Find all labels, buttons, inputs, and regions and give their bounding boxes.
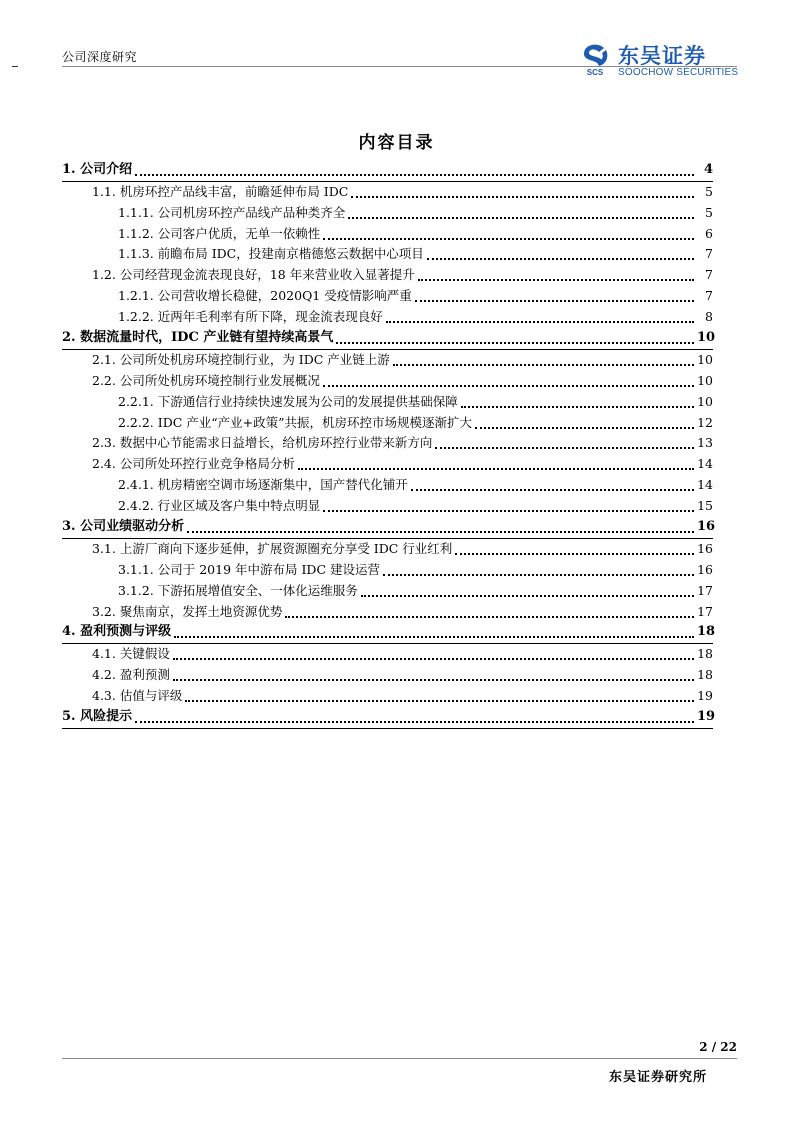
toc-entry-page: 4 <box>703 161 713 177</box>
toc-leader-dots <box>461 406 694 408</box>
toc-entry-text: 1.1.1. 公司机房环控产品线产品种类齐全 <box>118 204 346 220</box>
toc-leader-dots <box>383 574 694 576</box>
toc-entry-body <box>62 644 697 665</box>
toc-entry-page: 10 <box>697 330 716 346</box>
toc-entry-text: 1.2.1. 公司营收增长稳健，2020Q1 受疫情影响严重 <box>118 288 412 304</box>
toc-entry-text: 2.2. 公司所处机房环境控制行业发展概况 <box>92 372 320 388</box>
toc-entry[interactable] <box>62 350 713 371</box>
toc-entry-body <box>62 454 697 475</box>
toc-entry-text: 2.4.1. 机房精密空调市场逐渐集中，国产替代化铺开 <box>118 477 408 493</box>
toc-entry-page: 14 <box>697 477 713 493</box>
toc-entry-page: 15 <box>697 498 713 514</box>
toc-entry-body <box>62 665 697 686</box>
toc-entry[interactable] <box>62 286 713 307</box>
toc-leader-dots <box>361 595 694 597</box>
toc-entry-body <box>62 602 697 623</box>
toc-entry-text: 3.1. 上游厂商向下逐步延伸，扩展资源圈充分享受 IDC 行业红利 <box>92 540 453 556</box>
toc-entry-text: 3.2. 聚焦南京，发挥土地资源优势 <box>92 603 283 619</box>
toc-leader-dots <box>415 300 694 302</box>
toc-entry-body <box>62 265 697 286</box>
toc-leader-dots <box>386 321 694 323</box>
toc-leader-dots <box>336 342 694 344</box>
toc-leader-dots <box>323 510 694 512</box>
toc-entry[interactable] <box>62 560 713 581</box>
toc-entry-body <box>62 371 697 392</box>
toc-entry-page: 7 <box>705 267 713 283</box>
toc-entry[interactable] <box>62 392 713 413</box>
toc-entry-page: 10 <box>697 393 713 409</box>
toc-entry-page: 19 <box>697 688 713 704</box>
toc-entry-body <box>62 686 697 707</box>
toc-entry-text: 1.1.2. 公司客户优质，无单一依赖性 <box>118 225 321 241</box>
margin-mark <box>12 66 18 67</box>
logo-mark-text: SCS <box>586 68 604 76</box>
toc-leader-dots <box>173 679 694 681</box>
toc-entry[interactable] <box>62 307 713 328</box>
toc-entry-body <box>62 203 697 224</box>
toc-leader-dots <box>173 658 694 660</box>
toc-entry-body <box>62 413 697 434</box>
toc-entry-body <box>62 475 697 496</box>
toc-leader-dots <box>285 616 694 618</box>
toc-leader-dots <box>411 489 694 491</box>
toc-entry[interactable] <box>62 623 716 645</box>
toc-entry[interactable] <box>62 203 713 224</box>
toc-entry-body <box>62 224 697 245</box>
footer-divider <box>62 1058 737 1059</box>
toc-entry-text: 2.2.2. IDC 产业“产业+政策”共振，机房环控市场规模逐渐扩大 <box>118 414 473 430</box>
toc-leader-dots <box>174 636 694 638</box>
toc-entry[interactable] <box>62 644 713 665</box>
toc-leader-dots <box>323 385 694 387</box>
toc-entry-body <box>62 496 697 517</box>
toc-entry-body <box>62 707 697 728</box>
toc-entry[interactable] <box>62 539 713 560</box>
footer-organization: 东吴证券研究所 <box>608 1070 707 1085</box>
toc-leader-dots <box>351 196 694 198</box>
toc-entry[interactable] <box>62 182 713 203</box>
company-logo <box>578 40 740 80</box>
toc-entry-page: 8 <box>705 309 713 325</box>
toc-leader-dots <box>475 427 694 429</box>
toc-entry-body <box>62 622 697 643</box>
toc-entry-body <box>62 286 697 307</box>
toc-leader-dots <box>135 721 694 723</box>
toc-entry-body <box>62 350 697 371</box>
toc-entry-text: 2.1. 公司所处机房环境控制行业，为 IDC 产业链上游 <box>92 351 390 367</box>
toc-entry-text: 2.2.1. 下游通信行业持续快速发展为公司的发展提供基础保障 <box>118 393 458 409</box>
toc-entry[interactable] <box>62 475 713 496</box>
toc-entry-body <box>62 328 697 349</box>
toc-entry[interactable] <box>62 224 713 245</box>
toc-entry[interactable] <box>62 413 713 434</box>
toc-entry-body <box>62 160 697 181</box>
toc-leader-dots <box>298 468 694 470</box>
toc-entry-text: 2. 数据流量时代，IDC 产业链有望持续高景气 <box>62 330 334 346</box>
toc-entry[interactable] <box>62 707 716 729</box>
logo-chinese-name: 东吴证券 <box>618 44 706 68</box>
toc-entry-page: 6 <box>705 225 713 241</box>
toc-entry-text: 1. 公司介绍 <box>62 161 133 177</box>
toc-entry-page: 12 <box>697 414 713 430</box>
page-number: 2 / 22 <box>699 1040 737 1054</box>
toc-entry-page: 16 <box>697 540 713 556</box>
toc-entry-page: 14 <box>697 456 713 472</box>
toc-leader-dots <box>427 258 694 260</box>
toc-entry-text: 2.4.2. 行业区域及客户集中特点明显 <box>118 498 321 514</box>
toc-entry-page: 10 <box>697 372 713 388</box>
toc-leader-dots <box>418 279 694 281</box>
toc-entry-text: 4.3. 估值与评级 <box>92 688 183 704</box>
toc-entry-text: 2.3. 数据中心节能需求日益增长，给机房环控行业带来新方向 <box>92 435 433 451</box>
toc-entry-text: 1.2. 公司经营现金流表现良好，18 年来营业收入显著提升 <box>92 267 415 283</box>
toc-entry[interactable] <box>62 665 713 686</box>
soochow-logo-icon <box>578 40 612 76</box>
toc-entry[interactable] <box>62 517 716 539</box>
toc-entry[interactable] <box>62 496 713 517</box>
toc-entry-body <box>62 433 697 454</box>
toc-entry[interactable] <box>62 245 713 266</box>
toc-entry-body <box>62 392 697 413</box>
toc-entry-body <box>62 244 697 265</box>
toc-entry-page: 13 <box>697 435 713 451</box>
toc-entry-text: 3. 公司业绩驱动分析 <box>62 519 185 535</box>
toc-entry-body <box>62 539 697 560</box>
toc-entry-text: 3.1.2. 下游拓展增值安全、一体化运维服务 <box>118 582 358 598</box>
toc-entry[interactable] <box>62 602 713 623</box>
toc-leader-dots <box>393 364 694 366</box>
toc-entry-text: 1.1. 机房环控产品线丰富，前瞻延伸布局 IDC <box>92 183 349 199</box>
toc-entry-page: 10 <box>697 351 713 367</box>
toc-entry-body <box>62 560 697 581</box>
toc-entry-text: 4.2. 盈利预测 <box>92 667 170 683</box>
toc-entry-page: 17 <box>697 582 713 598</box>
toc-entry-body <box>62 182 697 203</box>
toc-leader-dots <box>455 553 694 555</box>
toc-entry[interactable] <box>62 581 713 602</box>
toc-entry[interactable] <box>62 265 713 286</box>
toc-entry-text: 2.4. 公司所处环控行业竞争格局分析 <box>92 456 295 472</box>
toc-entry[interactable] <box>62 454 713 475</box>
toc-leader-dots <box>187 531 694 533</box>
toc-entry-page: 5 <box>705 204 713 220</box>
toc-leader-dots <box>323 238 694 240</box>
toc-entry-page: 17 <box>697 603 713 619</box>
toc-entry-page: 7 <box>705 288 713 304</box>
toc-leader-dots <box>348 217 694 219</box>
toc-leader-dots <box>135 174 694 176</box>
toc-entry-text: 5. 风险提示 <box>62 709 133 725</box>
toc-entry[interactable] <box>62 328 716 350</box>
table-of-contents <box>62 160 716 729</box>
toc-leader-dots <box>435 447 694 449</box>
toc-entry[interactable] <box>62 160 713 182</box>
toc-entry[interactable] <box>62 371 713 392</box>
toc-entry-page: 18 <box>697 667 713 683</box>
toc-entry-page: 7 <box>705 246 713 262</box>
header-report-type: 公司深度研究 <box>62 50 138 64</box>
toc-title: 内容目录 <box>358 133 435 153</box>
toc-entry-text: 4. 盈利预测与评级 <box>62 624 172 640</box>
toc-entry-text: 4.1. 关键假设 <box>92 646 170 662</box>
toc-entry-page: 19 <box>697 709 716 725</box>
toc-entry-page: 16 <box>697 519 716 535</box>
toc-entry[interactable] <box>62 434 713 455</box>
toc-entry[interactable] <box>62 686 713 707</box>
toc-leader-dots <box>185 700 694 702</box>
toc-entry-page: 5 <box>705 183 713 199</box>
toc-entry-body <box>62 307 697 328</box>
toc-entry-page: 16 <box>697 561 713 577</box>
toc-entry-page: 18 <box>697 646 713 662</box>
logo-english-name: SOOCHOW SECURITIES <box>618 67 739 78</box>
toc-entry-text: 3.1.1. 公司于 2019 年中游布局 IDC 建设运营 <box>118 561 380 577</box>
toc-entry-body <box>62 581 697 602</box>
toc-entry-text: 1.2.2. 近两年毛利率有所下降，现金流表现良好 <box>118 309 383 325</box>
toc-entry-text: 1.1.3. 前瞻布局 IDC，投建南京楷德悠云数据中心项目 <box>118 246 424 262</box>
toc-entry-page: 18 <box>697 624 716 640</box>
toc-entry-body <box>62 517 697 538</box>
